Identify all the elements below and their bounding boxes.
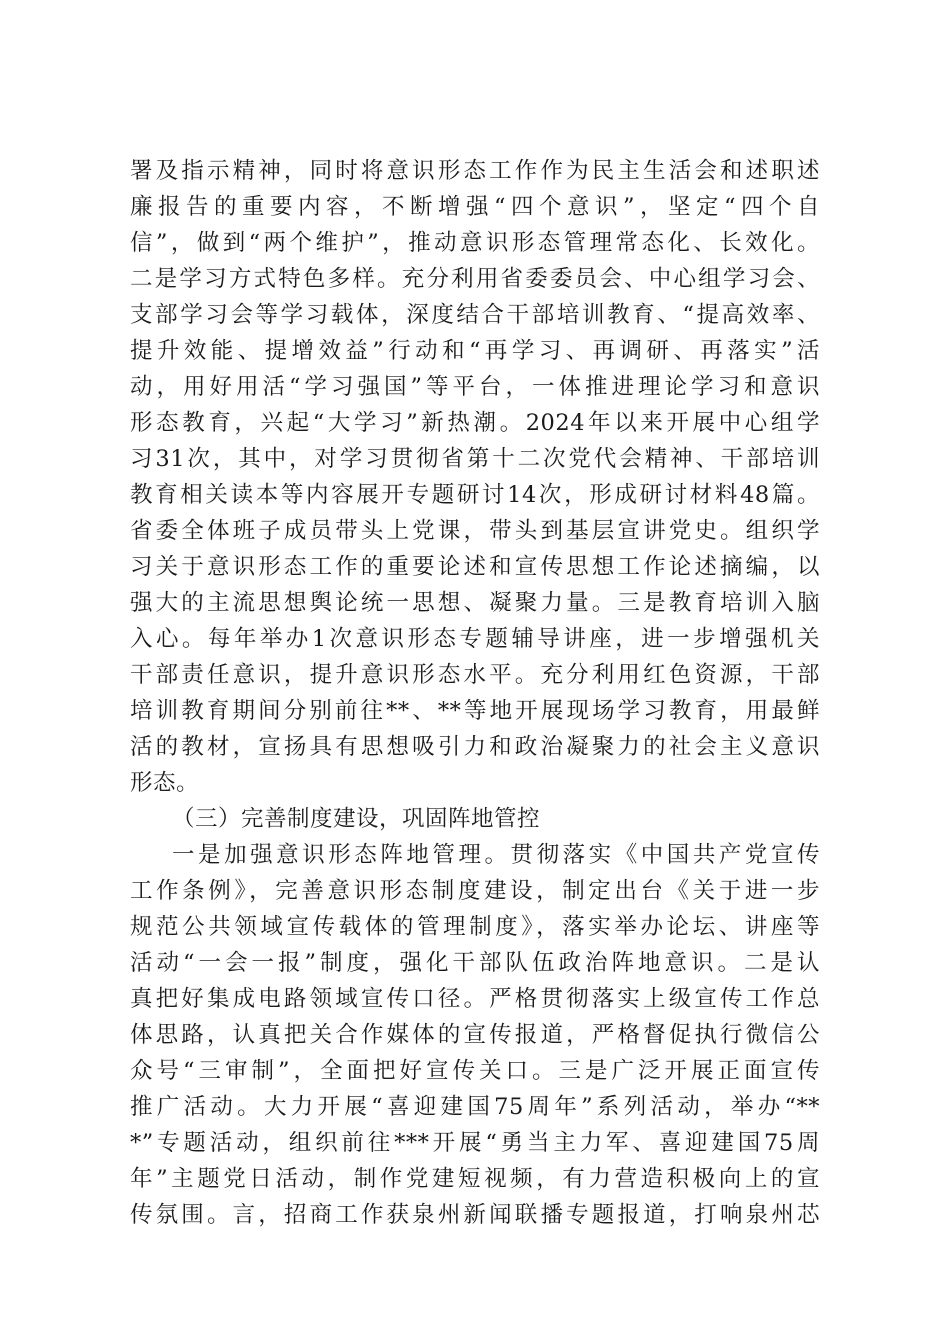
body-text-line: 规范公共领域宣传载体的管理制度》，落实举办论坛、讲座等	[130, 914, 820, 940]
body-text-line: 真把好集成电路领域宣传口径。严格贯彻落实上级宣传工作总	[130, 986, 820, 1012]
body-text-line: 一是加强意识形态阵地管理。贯彻落实《中国共产党宣传	[172, 842, 820, 868]
body-text-line: 形态教育，兴起“大学习”新热潮。2024年以来开展中心组学	[130, 410, 820, 436]
body-text-line: 支部学习会等学习载体，深度结合干部培训教育、“提高效率、	[130, 302, 820, 328]
body-text-line: 信”，做到“两个维护”，推动意识形态管理常态化、长效化。	[130, 230, 820, 256]
body-text-line: 传氛围。言，招商工作获泉州新闻联播专题报道，打响泉州芯	[130, 1202, 820, 1228]
body-text-line: 活的教材，宣扬具有思想吸引力和政治凝聚力的社会主义意识	[130, 734, 820, 760]
body-text-line: 廉报告的重要内容，不断增强“四个意识”，坚定“四个自	[130, 194, 820, 220]
body-text-line: 动，用好用活“学习强国”等平台，一体推进理论学习和意识	[130, 374, 820, 400]
section-heading: （三）完善制度建设，巩固阵地管控	[172, 806, 541, 832]
body-text-line: 干部责任意识，提升意识形态水平。充分利用红色资源，干部	[130, 662, 820, 688]
body-text-line: 习关于意识形态工作的重要论述和宣传思想工作论述摘编，以	[130, 554, 820, 580]
body-text-line: 形态。	[130, 770, 200, 796]
body-text-line: 入心。每年举办1次意识形态专题辅导讲座，进一步增强机关	[130, 626, 820, 652]
body-text-line: 培训教育期间分别前往**、**等地开展现场学习教育，用最鲜	[130, 698, 820, 724]
body-text-line: 强大的主流思想舆论统一思想、凝聚力量。三是教育培训入脑	[130, 590, 820, 616]
body-text-line: 署及指示精神，同时将意识形态工作作为民主生活会和述职述	[130, 158, 820, 184]
body-text-line: 二是学习方式特色多样。充分利用省委委员会、中心组学习会、	[130, 266, 820, 292]
body-text-line: 推广活动。大力开展“喜迎建国75周年”系列活动，举办“**	[130, 1094, 820, 1120]
body-text-line: 活动“一会一报”制度，强化干部队伍政治阵地意识。二是认	[130, 950, 820, 976]
body-text-line: 省委全体班子成员带头上党课，带头到基层宣讲党史。组织学	[130, 518, 820, 544]
body-text-line: *”专题活动，组织前往***开展“勇当主力军、喜迎建国75周	[130, 1130, 820, 1156]
body-text-line: 提升效能、提增效益”行动和“再学习、再调研、再落实”活	[130, 338, 820, 364]
body-text-line: 习31次，其中，对学习贯彻省第十二次党代会精神、干部培训	[130, 446, 820, 472]
body-text-line: 工作条例》，完善意识形态制度建设，制定出台《关于进一步	[130, 878, 820, 904]
body-text-line: 众号“三审制”，全面把好宣传关口。三是广泛开展正面宣传	[130, 1058, 820, 1084]
body-text-line: 教育相关读本等内容展开专题研讨14次，形成研讨材料48篇。	[130, 482, 820, 508]
body-text-line: 年”主题党日活动，制作党建短视频，有力营造积极向上的宣	[130, 1166, 820, 1192]
body-text-line: 体思路，认真把关合作媒体的宣传报道，严格督促执行微信公	[130, 1022, 820, 1048]
